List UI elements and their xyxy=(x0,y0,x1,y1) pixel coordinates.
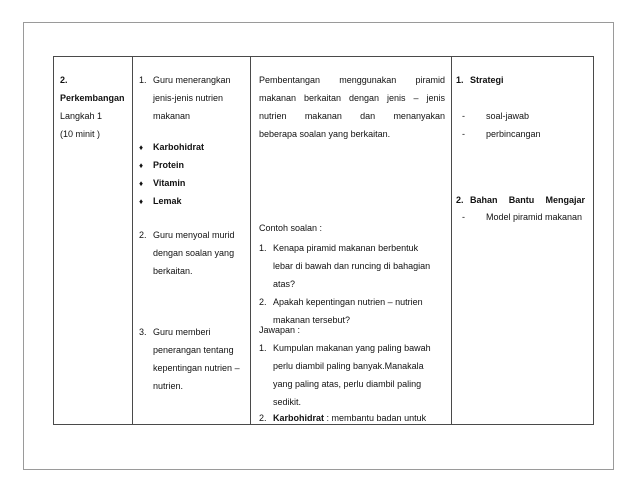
intro-word: dan xyxy=(360,111,376,121)
strategy-item: perbincangan xyxy=(486,129,541,139)
intro-word: piramid xyxy=(415,75,445,85)
answers-heading: Jawapan : xyxy=(259,325,301,335)
dash-marker: - xyxy=(462,129,465,139)
activity-1-line: makanan xyxy=(153,111,191,121)
activity-3-line: nutrien. xyxy=(153,381,184,391)
intro-word: menanyakan xyxy=(393,111,445,121)
intro-word: jenis xyxy=(426,93,445,103)
intro-word: Pembentangan xyxy=(259,75,321,85)
activity-3-line: penerangan tentang xyxy=(153,345,234,355)
bullet-icon: ♦ xyxy=(139,161,144,170)
answer-2-number: 2. xyxy=(259,413,267,423)
intro-word: dengan xyxy=(349,93,380,103)
intro-word: nutrien xyxy=(259,111,287,121)
activity-2-line: Guru menyoal murid xyxy=(153,230,235,240)
question-2-number: 2. xyxy=(259,297,267,307)
intro-word: menggunakan xyxy=(339,75,397,85)
intro-line xyxy=(259,111,445,122)
answer-1-number: 1. xyxy=(259,343,267,353)
bullet-icon: ♦ xyxy=(139,197,144,206)
dash-marker: - xyxy=(462,111,465,121)
materials-number: 2. xyxy=(456,195,464,205)
intro-line: beberapa soalan yang berkaitan. xyxy=(259,129,391,139)
answer-2-line xyxy=(273,413,426,424)
question-2-line: Apakah kepentingan nutrien – nutrien xyxy=(273,297,423,307)
bullet-icon: ♦ xyxy=(139,179,144,188)
answer-1-line: perlu diambil paling banyak.Manakala xyxy=(273,361,424,371)
nutrient-item: Karbohidrat xyxy=(153,142,205,152)
materials-item: Model piramid makanan xyxy=(486,212,583,222)
question-1-line: lebar di bawah dan runcing di bahagian xyxy=(273,261,431,271)
materials-heading xyxy=(470,195,585,206)
stage-number: 2. xyxy=(60,75,68,85)
lesson-plan-table xyxy=(53,56,594,425)
nutrient-item: Vitamin xyxy=(153,178,186,188)
activity-1-line: jenis-jenis nutrien xyxy=(153,93,224,103)
nutrient-item: Lemak xyxy=(153,196,182,206)
intro-word: makanan xyxy=(304,111,342,121)
question-1-line: Kenapa piramid makanan berbentuk xyxy=(273,243,419,253)
intro-word: makanan xyxy=(259,93,297,103)
answer-1-line: yang paling atas, perlu diambil paling xyxy=(273,379,422,389)
dash-marker: - xyxy=(462,212,465,222)
materials-heading-word: Bantu xyxy=(508,195,535,205)
intro-word: jenis xyxy=(387,93,406,103)
question-1-number: 1. xyxy=(259,243,267,253)
questions-heading: Contoh soalan : xyxy=(259,223,323,233)
intro-word: – xyxy=(413,93,419,103)
nutrient-item: Protein xyxy=(153,160,185,170)
stage-column xyxy=(54,57,132,424)
answer-2-text: : membantu badan untuk xyxy=(324,413,427,423)
answer-1-line: sedikit. xyxy=(273,397,302,407)
activity-3-number: 3. xyxy=(139,327,147,337)
intro-line xyxy=(259,75,445,86)
activity-2-number: 2. xyxy=(139,230,147,240)
content-column xyxy=(250,57,451,424)
strategy-number: 1. xyxy=(456,75,464,85)
answer-2-term: Karbohidrat xyxy=(273,413,325,423)
materials-heading-word: Mengajar xyxy=(545,195,585,205)
intro-word: berkaitan xyxy=(304,93,342,103)
stage-step: Langkah 1 xyxy=(60,111,103,121)
activity-1-number: 1. xyxy=(139,75,147,85)
notes-column xyxy=(451,57,593,424)
teacher-activity-column xyxy=(132,57,250,424)
bullet-icon: ♦ xyxy=(139,143,144,152)
activity-2-line: berkaitan. xyxy=(153,266,193,276)
stage-title: Perkembangan xyxy=(60,93,125,103)
intro-line xyxy=(259,93,445,104)
materials-heading-word: Bahan xyxy=(470,195,498,205)
activity-2-line: dengan soalan yang xyxy=(153,248,235,258)
answer-1-line: Kumpulan makanan yang paling bawah xyxy=(273,343,431,353)
activity-3-line: Guru memberi xyxy=(153,327,211,337)
activity-1-line: Guru menerangkan xyxy=(153,75,231,85)
question-2-line: makanan tersebut? xyxy=(273,315,351,325)
activity-3-line: kepentingan nutrien – xyxy=(153,363,240,373)
strategy-heading: Strategi xyxy=(470,75,504,85)
strategy-item: soal-jawab xyxy=(486,111,530,121)
stage-time: (10 minit ) xyxy=(60,129,101,139)
question-1-line: atas? xyxy=(273,279,296,289)
